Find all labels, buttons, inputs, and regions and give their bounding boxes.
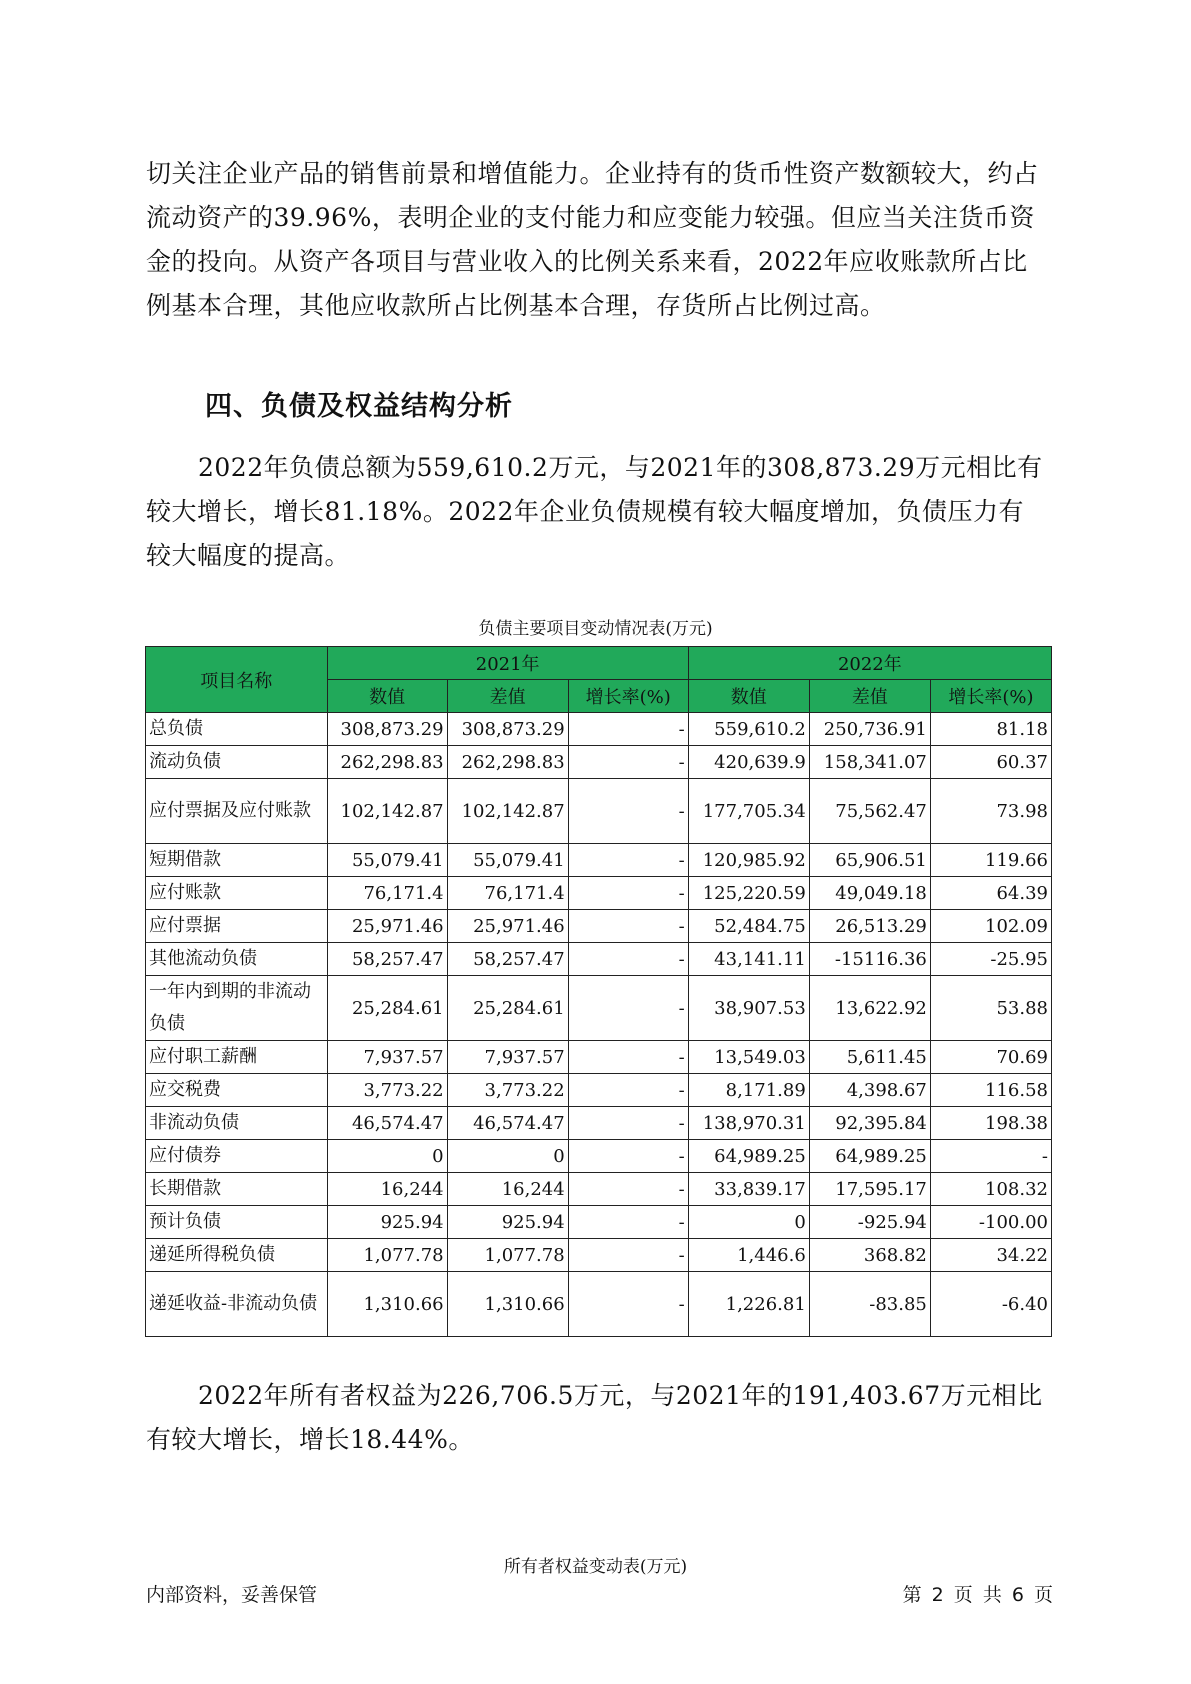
sub-header-growth-2021: 增长率(%) — [568, 680, 688, 713]
year-header-2021: 2021年 — [327, 647, 688, 680]
cell-d2022: 158,341.07 — [809, 746, 930, 779]
row-item-name: 短期借款 — [146, 844, 328, 877]
row-item-name: 应交税费 — [146, 1074, 328, 1107]
table-row — [146, 1074, 1052, 1107]
cell-g2021: - — [568, 779, 688, 844]
cell-d2021: 1,077.78 — [447, 1239, 568, 1272]
table-row — [146, 779, 1052, 844]
cell-g2021: - — [568, 1074, 688, 1107]
cell-d2022: -925.94 — [809, 1206, 930, 1239]
cell-g2021: - — [568, 1140, 688, 1173]
cell-v2021: 55,079.41 — [327, 844, 447, 877]
cell-g2022: 198.38 — [930, 1107, 1051, 1140]
cell-g2022: - — [930, 1140, 1051, 1173]
cell-d2021: 55,079.41 — [447, 844, 568, 877]
row-item-name: 递延所得税负债 — [146, 1239, 328, 1272]
table-row — [146, 1239, 1052, 1272]
sub-header-growth-2022: 增长率(%) — [930, 680, 1051, 713]
cell-v2022: 177,705.34 — [688, 779, 809, 844]
row-item-name: 应付票据及应付账款 — [146, 779, 328, 844]
table-row — [146, 1173, 1052, 1206]
sub-header-diff-2021: 差值 — [447, 680, 568, 713]
cell-g2022: 53.88 — [930, 976, 1051, 1041]
cell-g2022: 70.69 — [930, 1041, 1051, 1074]
table-row — [146, 1206, 1052, 1239]
cell-d2022: 64,989.25 — [809, 1140, 930, 1173]
cell-d2022: 368.82 — [809, 1239, 930, 1272]
cell-v2021: 25,971.46 — [327, 910, 447, 943]
cell-g2022: -6.40 — [930, 1272, 1051, 1337]
row-item-name: 递延收益-非流动负债 — [146, 1272, 328, 1337]
cell-v2021: 16,244 — [327, 1173, 447, 1206]
cell-d2021: 58,257.47 — [447, 943, 568, 976]
table-row — [146, 1272, 1052, 1337]
cell-d2022: 92,395.84 — [809, 1107, 930, 1140]
liability-table-body — [146, 713, 1052, 1337]
row-item-name: 应付职工薪酬 — [146, 1041, 328, 1074]
row-item-name: 应付账款 — [146, 877, 328, 910]
cell-d2022: 4,398.67 — [809, 1074, 930, 1107]
row-item-name: 应付票据 — [146, 910, 328, 943]
cell-d2021: 16,244 — [447, 1173, 568, 1206]
cell-d2022: 65,906.51 — [809, 844, 930, 877]
cell-v2022: 33,839.17 — [688, 1173, 809, 1206]
cell-d2022: -83.85 — [809, 1272, 930, 1337]
cell-d2021: 7,937.57 — [447, 1041, 568, 1074]
table-row — [146, 1107, 1052, 1140]
cell-g2022: 108.32 — [930, 1173, 1051, 1206]
table-row — [146, 1041, 1052, 1074]
cell-v2022: 559,610.2 — [688, 713, 809, 746]
cell-g2022: 60.37 — [930, 746, 1051, 779]
cell-v2021: 0 — [327, 1140, 447, 1173]
row-item-name: 一年内到期的非流动负债 — [146, 976, 328, 1041]
cell-g2021: - — [568, 1239, 688, 1272]
cell-g2021: - — [568, 1206, 688, 1239]
cell-v2022: 138,970.31 — [688, 1107, 809, 1140]
cell-v2022: 13,549.03 — [688, 1041, 809, 1074]
cell-d2022: 49,049.18 — [809, 877, 930, 910]
table-caption-liabilities: 负债主要项目变动情况表(万元) — [478, 619, 713, 639]
cell-v2022: 38,907.53 — [688, 976, 809, 1041]
cell-v2022: 0 — [688, 1206, 809, 1239]
cell-g2021: - — [568, 943, 688, 976]
cell-d2021: 25,971.46 — [447, 910, 568, 943]
cell-g2021: - — [568, 1173, 688, 1206]
cell-v2021: 1,077.78 — [327, 1239, 447, 1272]
cell-v2022: 1,226.81 — [688, 1272, 809, 1337]
table-row — [146, 976, 1052, 1041]
cell-g2021: - — [568, 976, 688, 1041]
row-item-name: 预计负债 — [146, 1206, 328, 1239]
cell-d2021: 25,284.61 — [447, 976, 568, 1041]
paragraph-equity-summary: 2022年所有者权益为226,706.5万元，与2021年的191,403.67万元相比有较大增长，增长18.44%。 — [146, 1381, 1043, 1454]
cell-g2022: 64.39 — [930, 877, 1051, 910]
table-row — [146, 746, 1052, 779]
liability-change-table — [145, 646, 1052, 1337]
cell-g2022: 119.66 — [930, 844, 1051, 877]
cell-d2022: -15116.36 — [809, 943, 930, 976]
cell-d2021: 76,171.4 — [447, 877, 568, 910]
cell-d2022: 17,595.17 — [809, 1173, 930, 1206]
cell-d2022: 75,562.47 — [809, 779, 930, 844]
cell-g2021: - — [568, 746, 688, 779]
table-caption-equity: 所有者权益变动表(万元) — [503, 1557, 688, 1577]
footer-confidential-note: 内部资料，妥善保管 — [146, 1584, 318, 1606]
cell-v2021: 925.94 — [327, 1206, 447, 1239]
cell-g2021: - — [568, 1041, 688, 1074]
cell-v2021: 102,142.87 — [327, 779, 447, 844]
cell-v2021: 7,937.57 — [327, 1041, 447, 1074]
section-heading: 四、负债及权益结构分析 — [205, 391, 513, 422]
cell-d2021: 0 — [447, 1140, 568, 1173]
cell-g2022: 73.98 — [930, 779, 1051, 844]
cell-v2022: 1,446.6 — [688, 1239, 809, 1272]
paragraph-liability-summary: 2022年负债总额为559,610.2万元，与2021年的308,873.29万元相比有较大增长，增长81.18%。2022年企业负债规模有较大幅度增加，负债压力有较大幅度的提高。 — [146, 453, 1043, 570]
table-row — [146, 1140, 1052, 1173]
row-item-name: 流动负债 — [146, 746, 328, 779]
cell-g2022: 102.09 — [930, 910, 1051, 943]
cell-d2021: 262,298.83 — [447, 746, 568, 779]
table-row — [146, 844, 1052, 877]
cell-g2022: 34.22 — [930, 1239, 1051, 1272]
cell-g2022: 116.58 — [930, 1074, 1051, 1107]
cell-g2021: - — [568, 1272, 688, 1337]
table-row — [146, 877, 1052, 910]
cell-d2021: 3,773.22 — [447, 1074, 568, 1107]
cell-v2022: 43,141.11 — [688, 943, 809, 976]
cell-g2021: - — [568, 910, 688, 943]
row-item-name: 应付债券 — [146, 1140, 328, 1173]
cell-d2021: 46,574.47 — [447, 1107, 568, 1140]
cell-g2021: - — [568, 877, 688, 910]
table-row — [146, 910, 1052, 943]
row-item-name: 长期借款 — [146, 1173, 328, 1206]
cell-d2022: 13,622.92 — [809, 976, 930, 1041]
row-item-name: 非流动负债 — [146, 1107, 328, 1140]
sub-header-value-2022: 数值 — [688, 680, 809, 713]
row-item-name: 总负债 — [146, 713, 328, 746]
cell-v2021: 308,873.29 — [327, 713, 447, 746]
cell-v2022: 125,220.59 — [688, 877, 809, 910]
cell-v2021: 58,257.47 — [327, 943, 447, 976]
cell-d2021: 925.94 — [447, 1206, 568, 1239]
cell-d2022: 250,736.91 — [809, 713, 930, 746]
cell-v2021: 1,310.66 — [327, 1272, 447, 1337]
cell-v2022: 420,639.9 — [688, 746, 809, 779]
cell-v2021: 46,574.47 — [327, 1107, 447, 1140]
paragraph-asset-analysis: 切关注企业产品的销售前景和增值能力。企业持有的货币性资产数额较大，约占流动资产的39.96%，表明企业的支付能力和应变能力较强。但应当关注货币资金的投向。从资产各项目与营业收入的比例关系来看，2022年应收账款所占比例基本合理，其他应收款所占比例基本合理，存货所占比例过高。 — [146, 159, 1039, 320]
row-item-name: 其他流动负债 — [146, 943, 328, 976]
cell-v2021: 25,284.61 — [327, 976, 447, 1041]
table-row — [146, 943, 1052, 976]
table-row — [146, 713, 1052, 746]
sub-header-value-2021: 数值 — [327, 680, 447, 713]
cell-d2021: 308,873.29 — [447, 713, 568, 746]
footer-page-number: 第 2 页 共 6 页 — [902, 1584, 1053, 1606]
year-header-2022: 2022年 — [688, 647, 1051, 680]
cell-d2021: 102,142.87 — [447, 779, 568, 844]
cell-v2022: 64,989.25 — [688, 1140, 809, 1173]
cell-v2021: 262,298.83 — [327, 746, 447, 779]
cell-g2022: -25.95 — [930, 943, 1051, 976]
cell-v2022: 8,171.89 — [688, 1074, 809, 1107]
cell-v2022: 120,985.92 — [688, 844, 809, 877]
cell-v2021: 3,773.22 — [327, 1074, 447, 1107]
cell-v2022: 52,484.75 — [688, 910, 809, 943]
item-name-header: 项目名称 — [146, 647, 328, 713]
cell-d2022: 5,611.45 — [809, 1041, 930, 1074]
cell-g2021: - — [568, 713, 688, 746]
cell-g2022: 81.18 — [930, 713, 1051, 746]
cell-d2021: 1,310.66 — [447, 1272, 568, 1337]
cell-g2022: -100.00 — [930, 1206, 1051, 1239]
cell-v2021: 76,171.4 — [327, 877, 447, 910]
cell-d2022: 26,513.29 — [809, 910, 930, 943]
cell-g2021: - — [568, 1107, 688, 1140]
cell-g2021: - — [568, 844, 688, 877]
sub-header-diff-2022: 差值 — [809, 680, 930, 713]
